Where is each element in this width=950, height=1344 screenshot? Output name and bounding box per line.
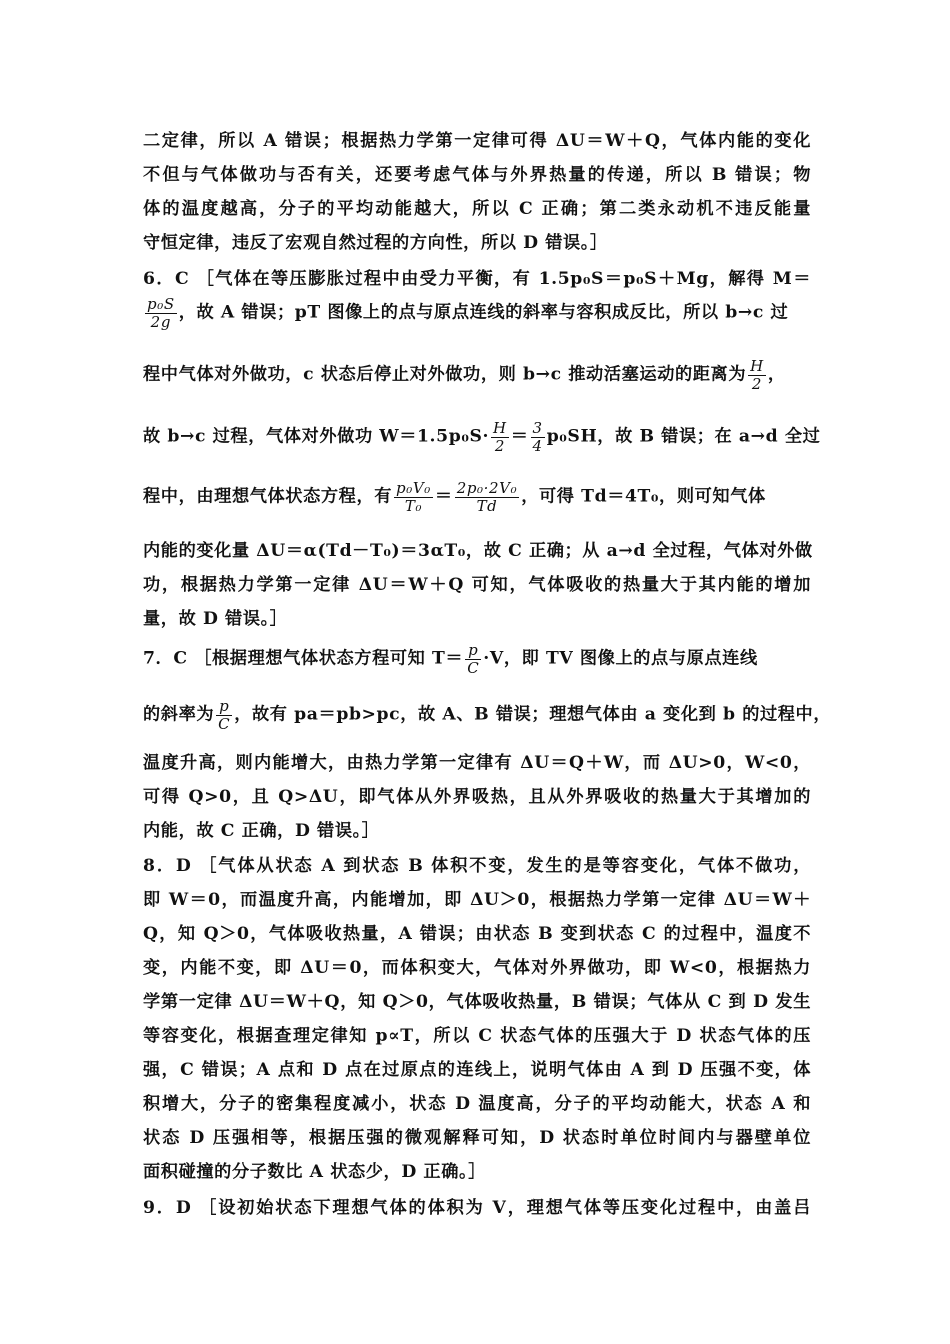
- text-line: 积增大，分子的密集程度减小，状态 D 温度高，分子的平均动能大，状态 A 和: [143, 1094, 811, 1114]
- fraction: $\frac{\text{p₀S}}{2g}$: [147, 295, 175, 331]
- fraction: $\frac{H}{2}$: [493, 419, 507, 455]
- fraction: $\frac{p}{C}$: [467, 641, 480, 677]
- text-line: 内能的变化量 ΔU＝α(Td－T₀)＝3αT₀，故 C 正确；从 a→d 全过程，气体对外做: [143, 541, 813, 561]
- text-line: 9．D ［设初始状态下理想气体的体积为 V，理想气体等压变化过程中，由盖吕: [143, 1198, 811, 1218]
- text-line: 内能，故 C 正确，D 错误。］: [143, 821, 380, 841]
- text-line: 量，故 D 错误。］: [143, 609, 288, 629]
- text-line: $\frac{\text{p₀S}}{2g}$ ，故 A 错误；pT 图像上的点与原点连线的斜率与容积成反比，所以 b→c 过: [147, 295, 789, 331]
- text-line: 二定律，所以 A 错误；根据热力学第一定律可得 ΔU＝W＋Q，气体内能的变化: [143, 131, 811, 151]
- fraction: $\frac{3}{4}$: [532, 419, 543, 455]
- text-line: 程中，由理想气体状态方程，有 $\frac{\text{p₀V₀}}{\text{T₀}}$ ＝ $\frac{\text{2p₀·2V₀}}{Td}$ ，可得 Td＝4T₀，则可知气体: [143, 479, 766, 515]
- text-line: 可得 Q>0，且 Q>ΔU，即气体从外界吸热，且从外界吸收的热量大于其增加的: [143, 787, 811, 807]
- text-line: 不但与气体做功与否有关，还要考虑气体与外界热量的传递，所以 B 错误；物: [143, 165, 811, 185]
- text-line: 的斜率为 $\frac{p}{C}$ ，故有 pa＝pb>pc，故 A、B 错误；理想气体由 a 变化到 b 的过程中，: [143, 697, 832, 733]
- fraction: $\frac{\text{p₀V₀}}{\text{T₀}}$: [396, 479, 431, 515]
- text-line: 温度升高，则内能增大，由热力学第一定律有 ΔU＝Q＋W，而 ΔU>0，W<0，: [143, 753, 811, 773]
- text-line: 6．C ［气体在等压膨胀过程中由受力平衡，有 1.5p₀S＝p₀S＋Mg，解得 M＝: [143, 269, 811, 289]
- text-line: 8．D ［气体从状态 A 到状态 B 体积不变，发生的是等容变化，气体不做功，: [143, 856, 811, 876]
- fraction: $\frac{p}{C}$: [218, 697, 231, 733]
- text-line: 7．C ［根据理想气体状态方程可知 T＝ $\frac{p}{C}$ ·V，即 TV 图像上的点与原点连线: [143, 641, 758, 677]
- text-line: 功，根据热力学第一定律 ΔU＝W＋Q 可知，气体吸收的热量大于其内能的增加: [143, 575, 811, 595]
- text-line: 故 b→c 过程，气体对外做功 W＝1.5p₀S· $\frac{H}{2}$ ＝ $\frac{3}{4}$ p₀SH，故 B 错误；在 a→d 全过: [143, 419, 821, 455]
- text-line: 体的温度越高，分子的平均动能越大，所以 C 正确；第二类永动机不违反能量: [143, 199, 811, 219]
- text-line: 状态 D 压强相等，根据压强的微观解释可知，D 状态时单位时间内与器壁单位: [143, 1128, 811, 1148]
- text-line: Q，知 Q＞0，气体吸收热量，A 错误；由状态 B 变到状态 C 的过程中，温度不: [143, 924, 811, 944]
- text-line: 即 W＝0，而温度升高，内能增加，即 ΔU＞0，根据热力学第一定律 ΔU＝W＋: [143, 890, 811, 910]
- text-line: 变，内能不变，即 ΔU＝0，而体积变大，气体对外界做功，即 W<0，根据热力: [143, 958, 811, 978]
- text-line: 强，C 错误；A 点和 D 点在过原点的连线上，说明气体由 A 到 D 压强不变，体: [143, 1060, 811, 1080]
- text-line: 学第一定律 ΔU＝W＋Q，知 Q＞0，气体吸收热量，B 错误；气体从 C 到 D 发生: [143, 992, 811, 1012]
- fraction: $\frac{\text{2p₀·2V₀}}{Td}$: [456, 479, 518, 515]
- text-line: 面积碰撞的分子数比 A 状态少，D 正确。］: [143, 1162, 486, 1182]
- text-line: 程中气体对外做功，c 状态后停止对外做功，则 b→c 推动活塞运动的距离为 $\frac{H}{2}$ ，: [143, 357, 786, 393]
- text-line: 守恒定律，违反了宏观自然过程的方向性，所以 D 错误。］: [143, 233, 608, 253]
- fraction: $\frac{H}{2}$: [750, 357, 764, 393]
- text-line: 等容变化，根据查理定律知 p∝T，所以 C 状态气体的压强大于 D 状态气体的压: [143, 1026, 811, 1046]
